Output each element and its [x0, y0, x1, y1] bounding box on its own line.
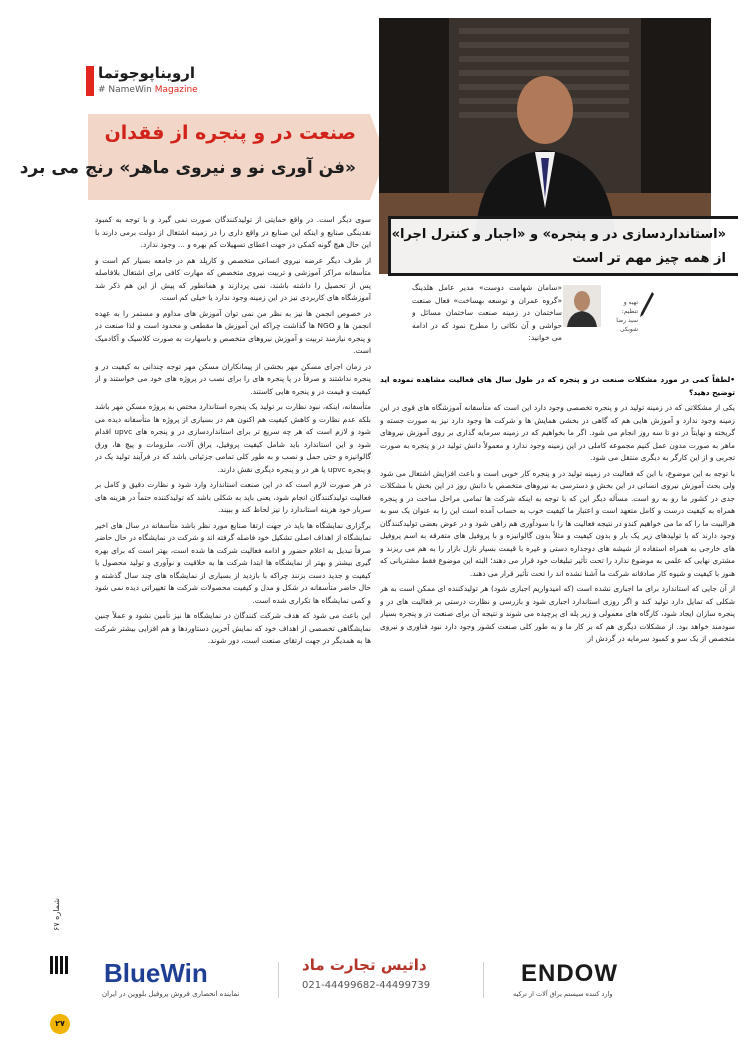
article-column-right: [380, 374, 735, 944]
headline-line2: «فن آوری نو و نیروی ماهر» رنج می برد: [19, 158, 356, 178]
quote-line2: از همه چیز مهم تر است: [572, 251, 726, 266]
magazine-word: Magazine: [154, 85, 198, 95]
pen-icon: [638, 290, 656, 320]
headline-banner: [19, 114, 370, 200]
ad-banner-row: [88, 954, 648, 1006]
mad-phone: 021-44499682-44499739: [302, 980, 431, 991]
article-paragraph: متأسفانه، اینکه، نبود نظارت بر تولید یک پنجره استاندارد مختص به پروژه مسکن مهر باشد بلکه عدم نظارت و کاهش کیفیت هم اکنون هم در بسیاری از پروژه ها متأسفانه دیده می شود و لازم است که هر چه سریع تر برای استانداردسازی در و پنجره های upvc اقدام شود و این استاندارد باید شامل کیفیت پروفیل، یراق آلات، ملزومات و پیچ ها، ورق گالوانیزه و حتی حمل و نصب و به طور کلی تمامی جزئیاتی باشد که در فرآیند تولید یک در و پنجره upvc یا هر در و پنجره دیگری نقش دارند.: [95, 402, 371, 474]
mad-logo: داتیس تجارت ماد: [302, 956, 427, 974]
article-paragraph: برگزاری نمایشگاه ها باید در جهت ارتقا صنایع مورد نظر باشد متأسفانه در سال های اخیر نمایشگاه از اهداف اصلی تشکیل خود فاصله گرفته اند و شرکت در نمایشگاه در حال حاضر صرفاً تبدیل به اعلام حضور و ادامه فعالیت شرکت ها شده است، بهتر است که برای بهره گیری بیشتر و بهتر از نمایشگاه ها ابتدا شرکت ها به خلاقیت و نوآوری و تولید محصول با کیفیت و جدید دست بزنند چراکه با بازدید از بسیاری از نمایشگاه های چند سال گذشته و حال حاضر متأسفانه در شکل و مدل و کیفیت محصولات شرکت ها تغییراتی دیده نمی شود و کمی نمایشگاه ها تکراری شده است.: [95, 520, 371, 605]
endow-logo: ENDOW: [521, 960, 618, 987]
magazine-logo: [86, 64, 246, 102]
page-strip: [50, 896, 70, 1042]
ad-bluewin[interactable]: [88, 954, 263, 1006]
article-intro: «سامان شهامت دوست» مدیر عامل هلدینگ «گروه عمران و توسعه بهساخت» فعال صنعت ساختمان در زمینه صنعت ساختمان مسائل و حواشی و آن نکاتی را مطرح نمود که در ادامه می خوانید:: [412, 283, 562, 342]
bluewin-tagline: نماینده انحصاری فروش پروفیل بلووین در ایران: [102, 990, 240, 998]
article-paragraph: در هر صورت لازم است که در این صنعت استاندارد وارد شود و نظارت دقیق و کامل بر فعالیت تولیدکنندگان انجام شود، یعنی باید به شکلی باشد که تولیدکننده حتماً در هزینه های سربار خود هزینه استاندارد را نیز لحاظ کند و ببیند.: [95, 480, 371, 514]
page-number: ۲۷: [50, 1014, 70, 1034]
article-paragraph: با توجه به این موضوع، با این که فعالیت در زمینه تولید در و پنجره کار خوبی است و باعث افزایش اشتغال می شود ولی بحث آموزش نیروی انسانی در این بخش و دسترسی به نیروهای متخصص با دانش روز در این بخش با مشکلات جدی در کشور ما رو به رو است. مسأله دیگر این که با توجه به اینکه شرکت ها تمامی مراحل ساخت در و پنجره همراه به کیفیت درست و کامل متعهد است و اعتبار ما کیفیت خوب به حساب آمده است این را به عنوان یک سو به هرالبیت ما را که ما می خواهیم کندو در نتیجه فعالیت ها را با سودآوری هم راهی شود و در عوض بعضی تولیدکنندگان وجود دارند که با تولیدهای زیر یک بار و بدون کیفیت و مثلاً بدون گالوانیزه و با پروفیل های متفرقه به اسم پروفیل های خارجی به همراه استفاده از شیشه های دوجداره دستی و غیره با قیمت بسیار نازل بازار را به هم می ریزند و مشتری نهایی که علمی به موضوع ندارد را تحت تأثیر تبلیغات خود قرار می دهند؛ البته این موضوع فقط مشتریانی که هنوز با کیفیت و شیوه کار صادقانه شرکت ما آشنا نشده اند را تحت تأثیر قرار می دهند.: [380, 468, 735, 578]
article-column-left: [95, 214, 371, 944]
pull-quote: [388, 216, 738, 276]
bluewin-logo: BlueWin: [104, 958, 208, 988]
magazine-name: ارویناپوجوتما: [98, 64, 196, 82]
author-photo: [563, 285, 601, 327]
article-paragraph: از آن جایی که استاندارد برای ما اجباری نشده است (که امیدواریم اجباری شود) هر تولیدکننده ای ممکن است به هر شکلی که تمایل دارد تولید کند و اگر روزی استاندارد اجباری شود و بازرسی و نظارت درستی بر فعالیت های در و پنجره سازان ایجاد شود، کارگاه های معمولی و زیر پله ای پرچیده می شوند و نتیجه آن برای صنعت در و پنجره بسیار سودمند خواهد بود. از مشکلات دیگری هم که بر کار ما و به طور کلی صنعت کشور وجود دارد نبود فناوری و نیروی متخصص از یک سو و کمبود سرمایه در گردش از: [380, 584, 735, 643]
endow-tagline: وارد کننده سیستم یراق آلات از ترکیه: [513, 990, 613, 998]
author-name: سید رضا شوبکی: [616, 317, 638, 333]
headline-line1: صنعت در و پنجره از فقدان: [104, 122, 356, 144]
issue-number: شماره ۶۷: [52, 898, 61, 931]
article-paragraph: در زمان اجرای مسکن مهر بخشی از پیمانکاران مسکن مهر توجه چندانی به کیفیت در و پنجره نداشتند و صرفاً در پا پنجره های را برای نصب در پروژه های خود می خواستند و از کیفیت و قیمت در و پنجره هایی کاستند.: [95, 361, 371, 396]
ad-divider: [483, 962, 484, 998]
author-credit: [610, 298, 638, 334]
interview-question: •لطفاً کمی در مورد مشکلات صنعت در و پنجره که در طول سال های فعالیت مشاهده نموده اید توضیح دهید؟: [380, 375, 735, 397]
magazine-subtitle: [98, 85, 198, 95]
article-paragraph: در خصوص انجمن ها نیز به نظر من نمی توان آموزش های مداوم و مستمر را به عهده انجمن ها و NGO ها گذاشت چراکه این آموزش ها مقطعی و محدود است و لذا صنعت در و پنجره نیازمند تربیت و آموزش نیروهای متخصص و باسهارت به صورت کلاسیک و آکادمیک است.: [95, 308, 371, 355]
article-paragraph: این باعث می شود که هدف شرکت کنندگان در نمایشگاه ها نیز تأمین نشود و عملاً چنین نمایشگاهی تخصصی از اهداف خود که نمایش آخرین دستاوردها و هم افزایی بیشتر شرکت ها به همدیگر در جهت ارتقای صنعت است، دور شوند.: [95, 611, 371, 645]
ad-divider: [278, 962, 279, 998]
article-paragraph: از طرف دیگر عرضه نیروی انسانی متخصص و کارپلد هم در جامعه بسیار کم است و متأسفانه مراکز آموزشی و تربیت نیروی متخصص که مهارت کافی برای اشتغال بلافاصله پس از تحصیل را داشته باشند، نمی پردازند و همانطور که پیش از این هم ذکر شد آموزشگاه های کاربردی نیز در این زمینه وجود ندارد یا خیلی کم است.: [95, 255, 371, 302]
ad-datis-tejarat-mad[interactable]: [288, 954, 473, 1006]
author-role: تهیه و تنظیم:: [621, 299, 638, 315]
qr-code-icon: [50, 956, 68, 974]
ad-endow[interactable]: [493, 954, 648, 1006]
magazine-hashtag: # NameWin: [98, 85, 152, 95]
article-paragraph: یکی از مشکلاتی که در زمینه تولید در و پنجره تخصصی وجود دارد این است که متأسفانه آموزشگاه های قوی در این زمینه وجود ندارد و آموزش هایی هم که گاهی در بخشی همایش ها و شرکت ها وجود دارد نیز به صورت جسته و گریخته و نهایتاً در دو تا سه روز انجام می شود. اگر ما بخواهیم که در زمینه سرمایه گذاری بر روی آموزش نیروهای ماهر به صورت مدون عمل کنیم مجموعه کاملی در این زمینه وجود ندارد و معمولاً دانش تولید در و پنجره به صورت تجربی و از این کارگر به دیگری منتقل می شود.: [380, 403, 735, 462]
quote-line1: «استانداردسازی در و پنجره» و «اجبار و کنترل اجرا»: [391, 227, 726, 242]
article-paragraph: سوی دیگر است. در واقع حمایتی از تولیدکنندگان صورت نمی گیرد و با توجه به کمبود نقدینگی صنایع و اینکه این صنایع در واقع داری را در زمینه اشتغال از دولت برمی دارند با این حال هیچ گونه کمکی در جهت اعطای تسهیلات کم بهره و ... وجود ندارد.: [95, 215, 371, 249]
logo-mark: [86, 66, 94, 96]
